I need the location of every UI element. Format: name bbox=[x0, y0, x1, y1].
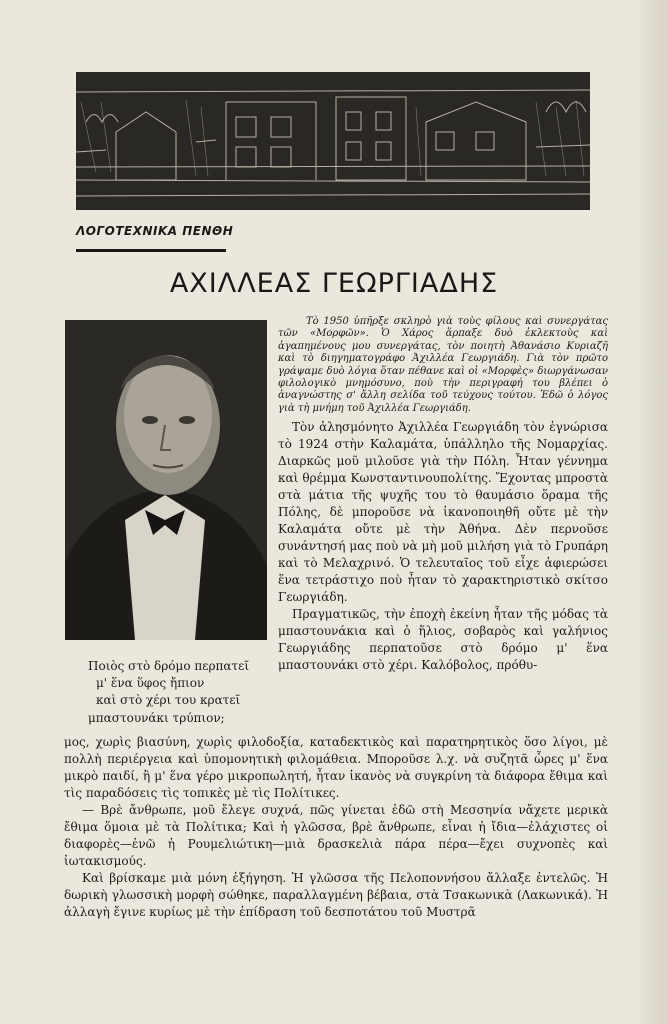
intro-paragraph: Τὸ 1950 ὑπῆρξε σκληρὸ γιὰ τοὺς φίλους καὶ συνεργάτας τῶν «Μορφῶν». Ὁ Χάρος ἅρπαξε δυὸ ἐκλεκτοὺς καὶ ἀγαπημένους μου συνεργάτας, τὸν ποιητὴ Ἀθανάσιο Κυριαζῆ καὶ τὸ διηγηματογράφο Ἀχιλλέα Γεωργιάδη. Γιὰ τὸν πρῶτο γράψαμε δυὸ λόγια ὅταν πέθανε καὶ οἱ «Μορφὲς» διωργάνωσαν φιλολογικὸ μνημόσυνο, ποὺ τὴν περιγραφή του βλέπει ὁ ἀναγνώστης σ' ἄλλη σελίδα τοῦ τεύχους τούτου. Ἐδῶ ὁ λόγος γιὰ τὴ μνήμη τοῦ Ἀχιλλέα Γεωργιάδη. bbox=[278, 316, 608, 414]
poem-line: μ' ἕνα ὕφος ἤπιον bbox=[96, 676, 205, 691]
body-paragraph: Πραγματικῶς, τὴν ἐποχὴ ἐκείνη ἦταν τῆς μόδας τὰ μπαστουνάκια καὶ ὁ ἥλιος, σοβαρὸς καὶ γαλήνιος Γεωργιάδης περπατοῦσε στὸ δρόμο μ' ἕνα μπαστουνάκι στὸ χέρι. Καλόβολος, πρόθυ- bbox=[278, 607, 608, 673]
poem-line: καὶ στὸ χέρι του κρατεῖ bbox=[96, 693, 241, 708]
page-edge bbox=[640, 0, 668, 1024]
section-label: ΛΟΓΟΤΕΧΝΙΚΑ ΠΕΝΘΗ bbox=[76, 224, 234, 238]
full-width-text bbox=[64, 734, 608, 921]
article-title: ΑΧΙΛΛΕΑΣ ΓΕΩΡΓΙΑΔΗΣ bbox=[169, 268, 499, 299]
right-column bbox=[278, 316, 608, 674]
body-paragraph: μος, χωρὶς βιασύνη, χωρὶς φιλοδοξία, καταδεκτικὸς καὶ παρατηρητικὸς ὅσο λίγοι, μὲ πολλὴ περιέργεια καὶ ὑπομονητικὴ φιλομάθεια. Μποροῦσε λ.χ. νὰ συζητᾶ ὧρες μ' ἕνα μικρὸ παιδί, ἢ μ' ἕνα γέρο μικροπωλητή, ἦταν ἱκανὸς νὰ συγκρίνη τὰ διάφορα ἔθιμα καὶ τὶς παραδόσεις τὶς τοπικὲς μὲ τὶς Πολίτικες. bbox=[64, 735, 608, 800]
poem-line: Ποιὸς στὸ δρόμο περπατεῖ bbox=[88, 659, 250, 673]
header-engraving bbox=[76, 72, 590, 210]
poem-quatrain bbox=[84, 658, 284, 727]
section-rule bbox=[76, 249, 226, 252]
body-paragraph: Τὸν ἀλησμόνητο Ἀχιλλέα Γεωργιάδη τὸν ἐγνώρισα τὸ 1924 στὴν Καλαμάτα, ὑπάλληλο τῆς Νομαρχίας. Διαρκῶς μοῦ μιλοῦσε γιὰ τὴν Πόλη. Ἦταν γέννημα καὶ θρέμμα Κωνσταντινουπολίτης. Ἔχοντας μπροστὰ στὰ μάτια τῆς ψυχῆς του τὸ θαυμάσιο ὅραμα τῆς Πόλης, δὲ μποροῦσε νὰ ἱκανοποιηθῆ οὔτε μὲ τὴν Καλαμάτα οὔτε μὲ τὴν Ἀθήνα. Δὲν περνοῦσε συνάντησή μας ποὺ νὰ μὴ μοῦ μιλήση γιὰ τὸ Γρυπάρη καὶ τὸ Μελαχρινό. Ὁ τελευταῖος τοῦ εἶχε ἀφιερώσει ἕνα τετράστιχο ποὺ ἦταν τὸ χαρακτηριστικὸ σκίτσο Γεωργιάδη. bbox=[278, 420, 608, 605]
body-paragraph: Καὶ βρίσκαμε μιὰ μόνη ἐξήγηση. Ἡ γλῶσσα τῆς Πελοποννήσου ἄλλαξε ἐντελῶς. Ἡ δωρικὴ γλωσσικὴ μορφὴ σώθηκε, παραλλαγμένη βέβαια, στὰ Τσακωνικὰ (Λακωνικά). Ἡ ἀλλαγὴ ἔγινε κυρίως μὲ τὴν ἐπίδραση τοῦ δεσποτάτου τοῦ Μυστρᾶ bbox=[64, 871, 608, 919]
poem-line: μπαστουνάκι τρύπιον; bbox=[88, 710, 225, 725]
body-paragraph: — Βρὲ ἄνθρωπε, μοῦ ἔλεγε συχνά, πῶς γίνεται ἐδῶ στὴ Μεσσηνία νἄχετε μερικὰ ἔθιμα ὅμοια μὲ τὰ Πολίτικα; Καὶ ἡ γλῶσσα, βρὲ ἄνθρωπε, εἶναι ἡ ἴδια—ἐλάχιστες οἱ διαφορὲς—ἐνῶ ἡ Ρουμελιώτικη—μιὰ δρασκελιὰ πάρα πέρα—ἔχει συχνοπὲς καὶ ἰωτακισμούς. bbox=[64, 803, 608, 868]
author-portrait bbox=[65, 320, 267, 640]
